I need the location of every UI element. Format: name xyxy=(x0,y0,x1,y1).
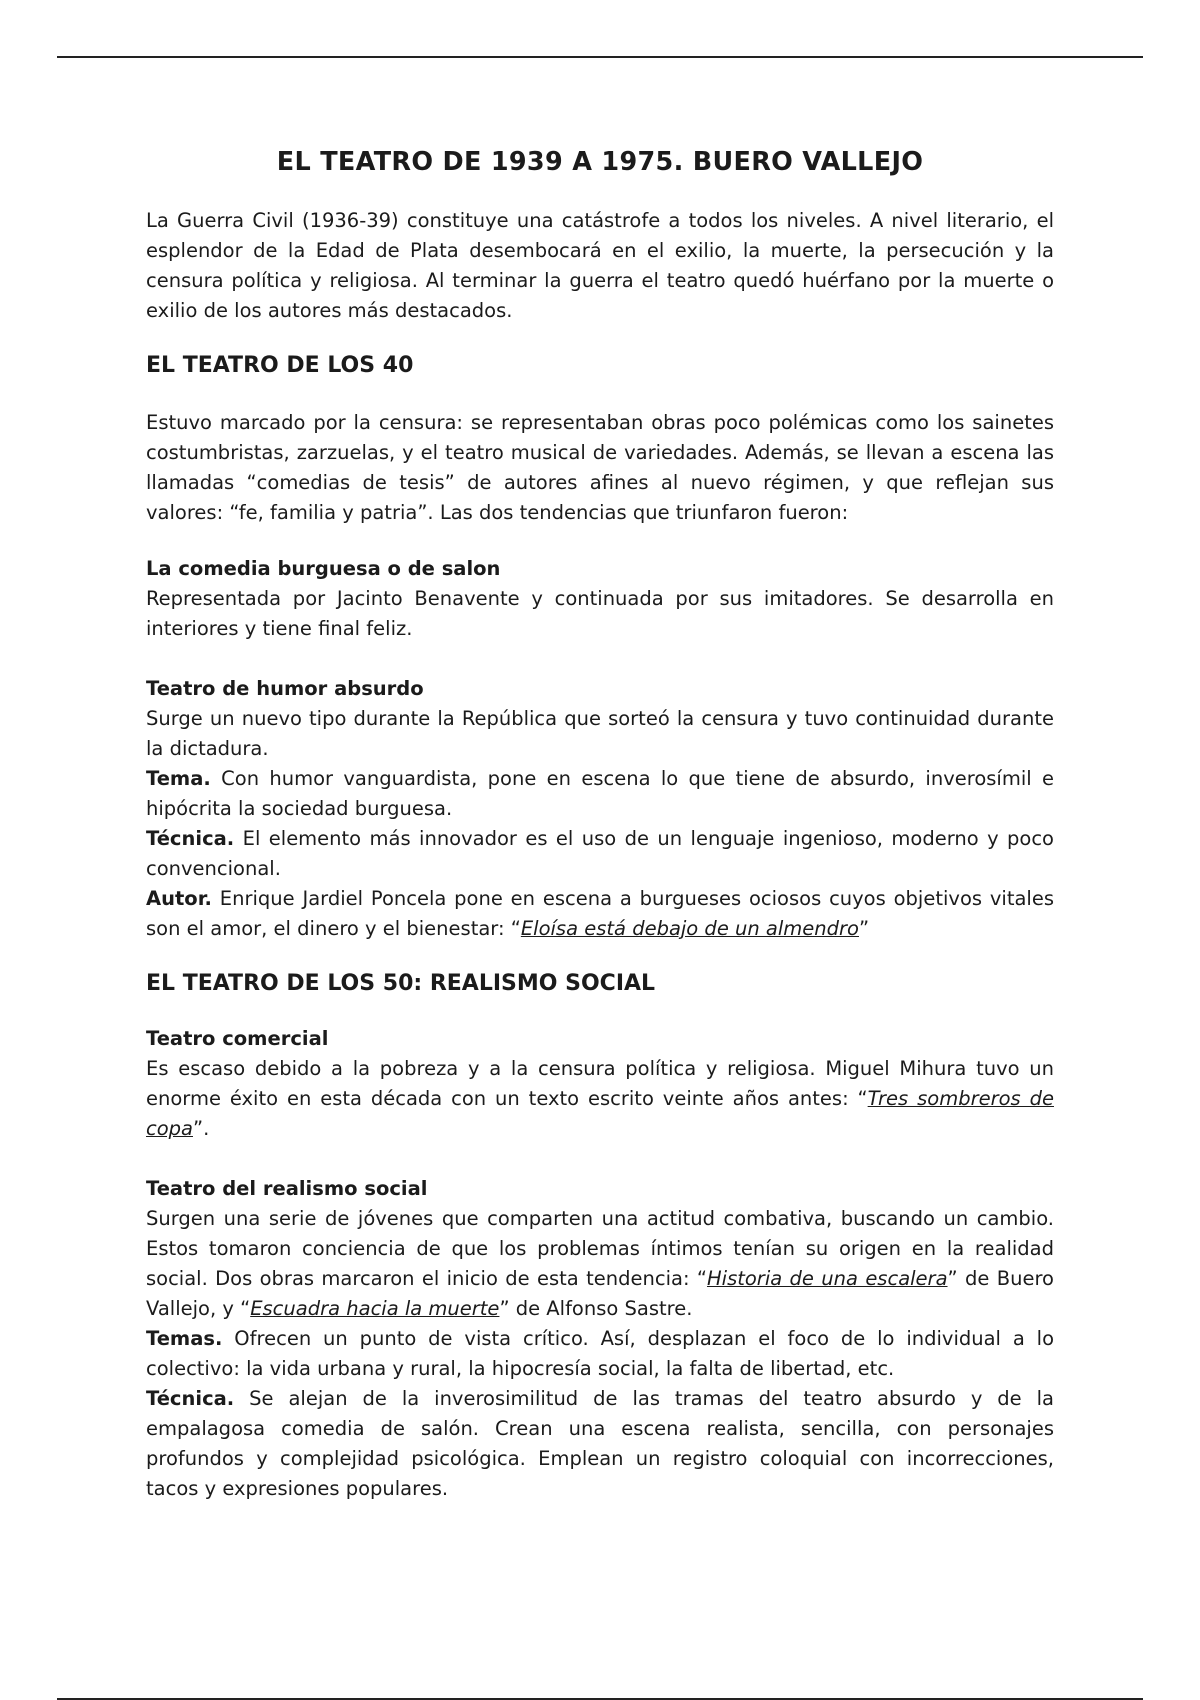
teatro-comercial-heading: Teatro comercial xyxy=(146,1027,329,1050)
tema-label: Tema. xyxy=(146,767,211,790)
realismo-tecnica-label: Técnica. xyxy=(146,1387,235,1410)
work-title-eloisa: Eloísa está debajo de un almendro xyxy=(520,917,859,940)
humor-absurdo-text: Surge un nuevo tipo durante la República que sorteó la censura y tuvo continuidad durante la dictadura. xyxy=(146,707,1054,760)
temas-text: Ofrecen un punto de vista crítico. Así, desplazan el foco de lo individual a lo colectivo: la vida urbana y rural, la hipocresía social, la falta de libertad, etc. xyxy=(146,1327,1054,1380)
tema-text: Con humor vanguardista, pone en escena lo que tiene de absurdo, inverosímil e hipócrita la sociedad burguesa. xyxy=(146,767,1054,820)
comedia-burguesa-text: Representada por Jacinto Benavente y continuada por sus imitadores. Se desarrolla en interiores y tiene final feliz. xyxy=(146,587,1054,640)
work-title-escuadra-muerte: Escuadra hacia la muerte xyxy=(250,1297,500,1320)
realismo-tecnica-text: Se alejan de la inverosimilitud de las tramas del teatro absurdo y de la empalagosa comedia de salón. Crean una escena realista, sencilla, con personajes profundos y complejidad psicológica. Emplean un registro coloquial con incorrecciones, tacos y expresiones populares. xyxy=(146,1387,1054,1500)
tecnica-text: El elemento más innovador es el uso de un lenguaje ingenioso, moderno y poco convencional. xyxy=(146,827,1054,880)
autor-label: Autor. xyxy=(146,887,212,910)
humor-autor-paragraph xyxy=(146,884,1054,944)
realismo-tecnica-paragraph xyxy=(146,1384,1054,1504)
realismo-temas-paragraph xyxy=(146,1324,1054,1384)
humor-tecnica-paragraph xyxy=(146,824,1054,884)
tecnica-label: Técnica. xyxy=(146,827,235,850)
humor-absurdo-heading: Teatro de humor absurdo xyxy=(146,677,424,700)
temas-label: Temas. xyxy=(146,1327,223,1350)
realismo-social-heading: Teatro del realismo social xyxy=(146,1177,428,1200)
autor-close: ” xyxy=(858,917,870,940)
work-title-tres-sombreros: Tres sombreros de copa xyxy=(146,1087,1054,1140)
section-40-intro: Estuvo marcado por la censura: se representaban obras poco polémicas como los sainetes costumbristas, zarzuelas, y el teatro musical de variedades. Además, se llevan a escena las llamadas “comedias de tesis” de autores afines al nuevo régimen, y que reflejan sus valores: “fe, familia y patria”. Las dos tendencias que triunfaron fueron: xyxy=(146,411,1054,524)
realismo-text-b: ” de Buero Vallejo, y “ xyxy=(146,1267,1054,1320)
section-50-heading: EL TEATRO DE LOS 50: REALISMO SOCIAL xyxy=(146,971,656,996)
intro-paragraph: La Guerra Civil (1936-39) constituye una catástrofe a todos los niveles. A nivel literario, el esplendor de la Edad de Plata desembocará en el exilio, la muerte, la persecución y la censura política y religiosa. Al terminar la guerra el teatro quedó huérfano por la muerte o exilio de los autores más destacados. xyxy=(146,209,1054,322)
comercial-close: ”. xyxy=(192,1117,210,1140)
document-page xyxy=(146,140,1054,1504)
realismo-text-a: Surgen una serie de jóvenes que comparten una actitud combativa, buscando un cambio. Estos tomaron conciencia de que los problemas íntimos tenían su origen en la realidad social. Dos obras marcaron el inicio de esta tendencia: “ xyxy=(146,1207,1054,1290)
page-title: EL TEATRO DE 1939 A 1975. BUERO VALLEJO xyxy=(276,147,924,177)
comedia-burguesa-heading: La comedia burguesa o de salon xyxy=(146,557,501,580)
realismo-social-text xyxy=(146,1204,1054,1324)
autor-text: Enrique Jardiel Poncela pone en escena a burgueses ociosos cuyos objetivos vitales son el amor, el dinero y el bienestar: “ xyxy=(146,887,1054,940)
header-rule xyxy=(57,56,1143,58)
comercial-text: Es escaso debido a la pobreza y a la censura política y religiosa. Miguel Mihura tuvo un enorme éxito en esta década con un texto escrito veinte años antes: “ xyxy=(146,1057,1054,1110)
realismo-text-c: ” de Alfonso Sastre. xyxy=(499,1297,693,1320)
work-title-historia-escalera: Historia de una escalera xyxy=(706,1267,948,1290)
section-40-heading: EL TEATRO DE LOS 40 xyxy=(146,353,414,378)
teatro-comercial-text xyxy=(146,1054,1054,1144)
humor-tema-paragraph xyxy=(146,764,1054,824)
